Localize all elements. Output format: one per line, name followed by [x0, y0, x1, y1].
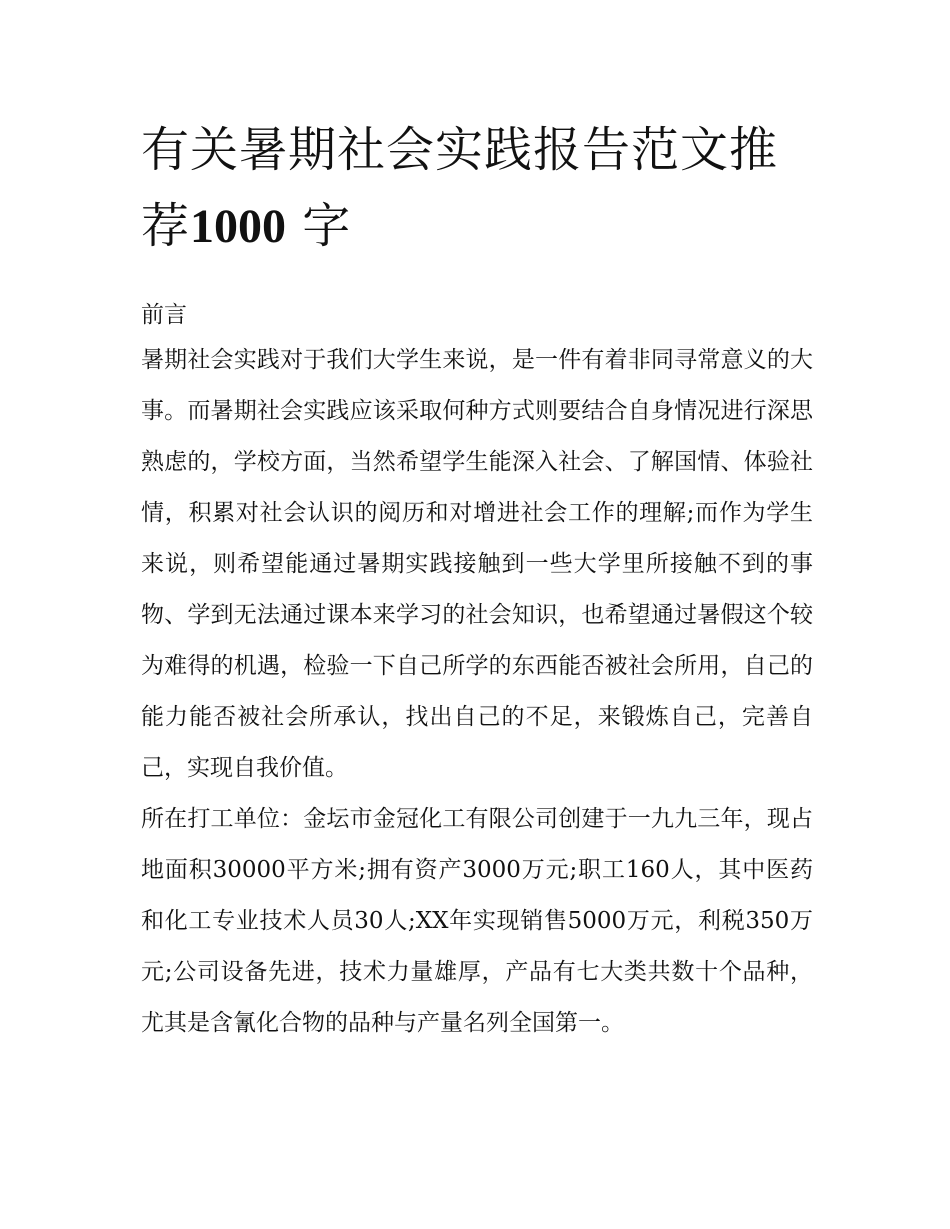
- title-number: 1000: [190, 200, 287, 253]
- document-body: [141, 112, 813, 1049]
- section-label-preface: 前言: [141, 302, 187, 328]
- document-title: [141, 112, 813, 265]
- title-main: 有关暑期社会实践报告范文推荐: [141, 122, 779, 254]
- title-suffix: 字: [302, 198, 352, 254]
- paragraph-intro: 暑期社会实践对于我们大学生来说，是一件有着非同寻常意义的大事。而暑期社会实践应该采取何种方式则要结合自身情况进行深思熟虑的，学校方面，当然希望学生能深入社会、了解国情、体验社情，积累对社会认识的阅历和对增进社会工作的理解;而作为学生来说，则希望能通过暑期实践接触到一些大学里所接触不到的事物、学到无法通过课本来学习的社会知识，也希望通过暑假这个较为难得的机遇，检验一下自己所学的东西能否被社会所用，自己的能力能否被社会所承认，找出自己的不足，来锻炼自己，完善自己，实现自我价值。: [141, 347, 813, 781]
- paragraph-company: 所在打工单位：金坛市金冠化工有限公司创建于一九九三年，现占地面积30000平方米;拥有资产3000万元;职工160人，其中医药和化工专业技术人员30人;XX年实现销售5000万元，利税350万元;公司设备先进，技术力量雄厚，产品有七大类共数十个品种，尤其是含氰化合物的品种与产量名列全国第一。: [141, 806, 813, 1036]
